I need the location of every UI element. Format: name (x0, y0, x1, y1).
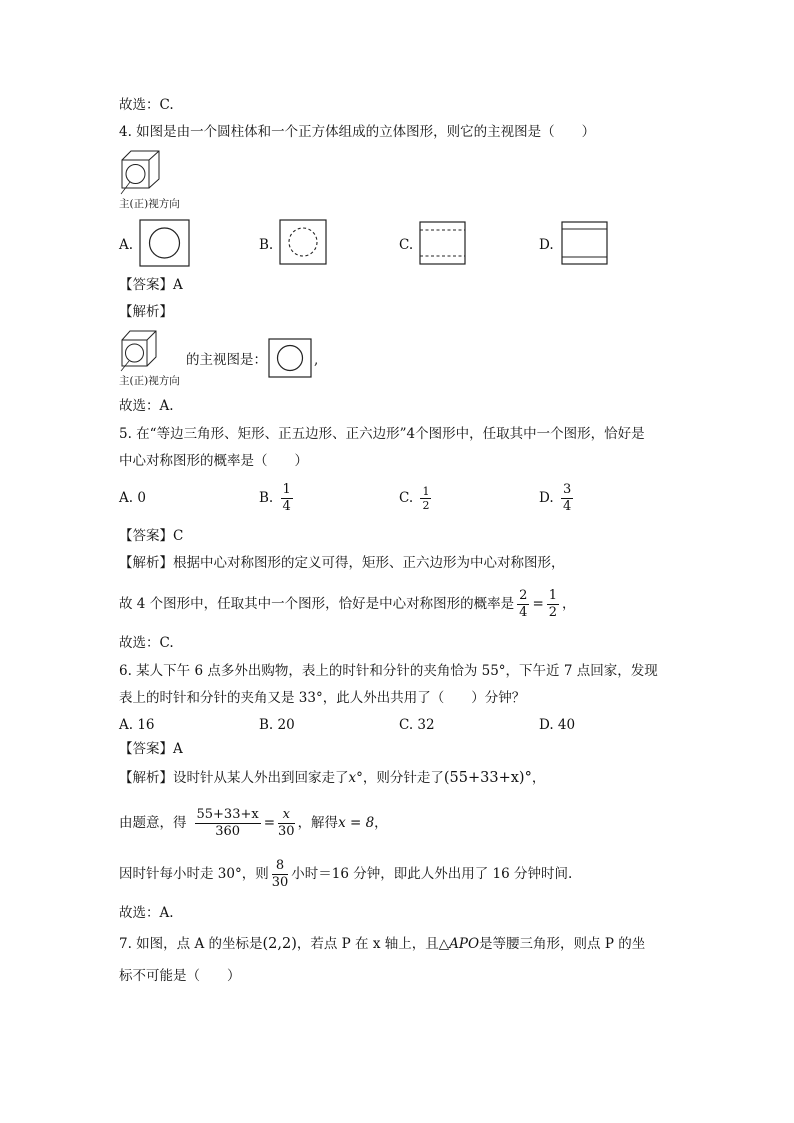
q5-stem-line1: 5. 在“等边三角形、矩形、正五边形、正六边形”4个图形中，任取其中一个图形，恰好是 (119, 426, 645, 442)
q5-fraction-1-2 (547, 588, 559, 621)
q7-coordinate: (2,2) (262, 936, 297, 952)
q6-equation-fraction-right (278, 807, 295, 840)
cube-cylinder-figure (119, 148, 169, 196)
q5-analysis-line2 (119, 584, 576, 624)
q5-analysis-line2-text: 故 4 个图形中，任取其中一个图形，恰好是中心对称图形的概率是 (119, 596, 515, 612)
q7-stem-line2: 标不可能是（ ） (119, 968, 241, 984)
q6-option-d: D. 40 (539, 717, 576, 733)
q6-analysis-line1 (119, 768, 545, 788)
q5-option-d-fraction (561, 482, 573, 515)
fraction-numerator: 1 (422, 485, 430, 498)
option-a-figure (139, 219, 191, 269)
q6-stem-line1: 6. 某人下午 6 点多外出购物，表上的时针和分针的夹角恰为 55°，下午近 7 点回家，发现 (119, 663, 658, 679)
view-direction-label: 主(正)视方向 (119, 198, 180, 210)
fraction-denominator: 360 (215, 824, 241, 839)
q5-option-b-label: B. (259, 490, 274, 506)
fraction-numerator: 2 (519, 588, 528, 603)
fraction-denominator: 4 (282, 499, 291, 514)
q6-equation-result: x = 8 (338, 815, 375, 831)
q7-stem-pre: 7. 如图，点 A 的坐标是 (119, 936, 263, 952)
option-d-figure (561, 221, 611, 267)
q5-stem-line2: 中心对称图形的概率是（ ） (119, 453, 308, 469)
q6-equation-end: ， (374, 815, 388, 831)
q6-equation-solve: ，解得 (297, 815, 339, 831)
q5-answer: 【答案】C (119, 528, 184, 544)
q5-option-c-fraction (420, 485, 431, 512)
q4-conclusion: 故选：A. (119, 398, 174, 414)
q6-line3-post: 小时＝16 分钟，即此人外出用了 16 分钟时间. (291, 866, 573, 882)
fraction-numerator: 8 (272, 858, 289, 875)
q6-analysis-text-2: ，则分针走了 (362, 770, 444, 786)
option-c-figure (419, 221, 469, 267)
q4-analysis-title: 【解析】 (119, 304, 173, 320)
fraction-numerator: x (278, 807, 295, 824)
math-expression: (55+33+x)° (443, 770, 532, 786)
q5-conclusion: 故选：C. (119, 635, 174, 651)
q4-analysis-comma: , (314, 352, 319, 368)
fraction-numerator: 55+33+x (196, 807, 259, 822)
q7-stem-post: 是等腰三角形，则点 P 的坐 (479, 936, 646, 952)
equals-sign: = (263, 815, 276, 831)
q5-option-a: A. 0 (119, 490, 146, 506)
q5-option-d-label: D. (539, 490, 554, 506)
q7-triangle-name: APO (449, 936, 480, 952)
cube-cylinder-figure-small (119, 328, 159, 372)
answer-front-view (268, 338, 314, 380)
q4-stem: 4. 如图是由一个圆柱体和一个正方体组成的立体图形，则它的主视图是（ ） (119, 124, 596, 140)
fraction-numerator: 3 (562, 482, 572, 497)
view-direction-label-2: 主(正)视方向 (119, 375, 180, 387)
option-c-label: C. (399, 237, 414, 253)
q5-fraction-2-4 (517, 588, 529, 621)
q5-option-c-label: C. (399, 490, 414, 506)
q6-analysis-text: 【解析】设时针从某人外出到回家走了 (119, 770, 349, 786)
option-b-figure (279, 219, 331, 269)
option-b-label: B. (259, 237, 274, 253)
fraction-denominator: 4 (562, 499, 572, 514)
equals-sign: = (532, 596, 544, 612)
fraction-denominator: 4 (519, 605, 528, 620)
q6-answer: 【答案】A (119, 741, 183, 757)
option-a-label: A. (119, 237, 134, 253)
q6-conclusion: 故选：A. (119, 905, 174, 921)
q6-stem-line2: 表上的时针和分针的夹角又是 33°，此人外出共用了（ ）分钟？ (119, 690, 526, 706)
math-variable: x° (348, 770, 363, 786)
q5-analysis-line2-end: ， (562, 596, 576, 612)
fraction-numerator: 1 (548, 588, 558, 603)
q7-stem-mid: ，若点 P 在 x 轴上，且△ (296, 936, 450, 952)
q5-option-b-fraction (281, 482, 293, 515)
fraction-denominator: 30 (271, 875, 289, 890)
fraction-denominator: 2 (422, 499, 430, 512)
q5-option-d (539, 479, 576, 517)
q6-line3-fraction (272, 858, 289, 891)
option-d-label: D. (539, 237, 554, 253)
q6-equation-pre: 由题意，得 (119, 815, 187, 831)
q4-answer: 【答案】A (119, 277, 183, 293)
q5-option-b (259, 479, 296, 517)
q6-equation-fraction-left (195, 807, 261, 840)
q5-analysis-line1: 【解析】根据中心对称图形的定义可得，矩形、正六边形为中心对称图形， (119, 555, 565, 571)
q6-option-a: A. 16 (119, 717, 155, 733)
q4-analysis-text: 的主视图是： (186, 352, 267, 368)
q6-option-c: C. 32 (399, 717, 435, 733)
q6-equation-line (119, 803, 388, 843)
fraction-denominator: 30 (278, 824, 295, 839)
fraction-denominator: 2 (548, 605, 558, 620)
q7-stem-line1 (119, 934, 645, 954)
q6-analysis-end: ， (531, 770, 546, 786)
q6-option-b: B. 20 (259, 717, 295, 733)
q6-line3-pre: 因时针每小时走 30°，则 (119, 866, 269, 882)
fraction-numerator: 1 (282, 482, 291, 497)
q3-conclusion: 故选：C. (119, 97, 174, 113)
q5-option-c (399, 479, 434, 517)
q6-analysis-line3 (119, 854, 572, 894)
